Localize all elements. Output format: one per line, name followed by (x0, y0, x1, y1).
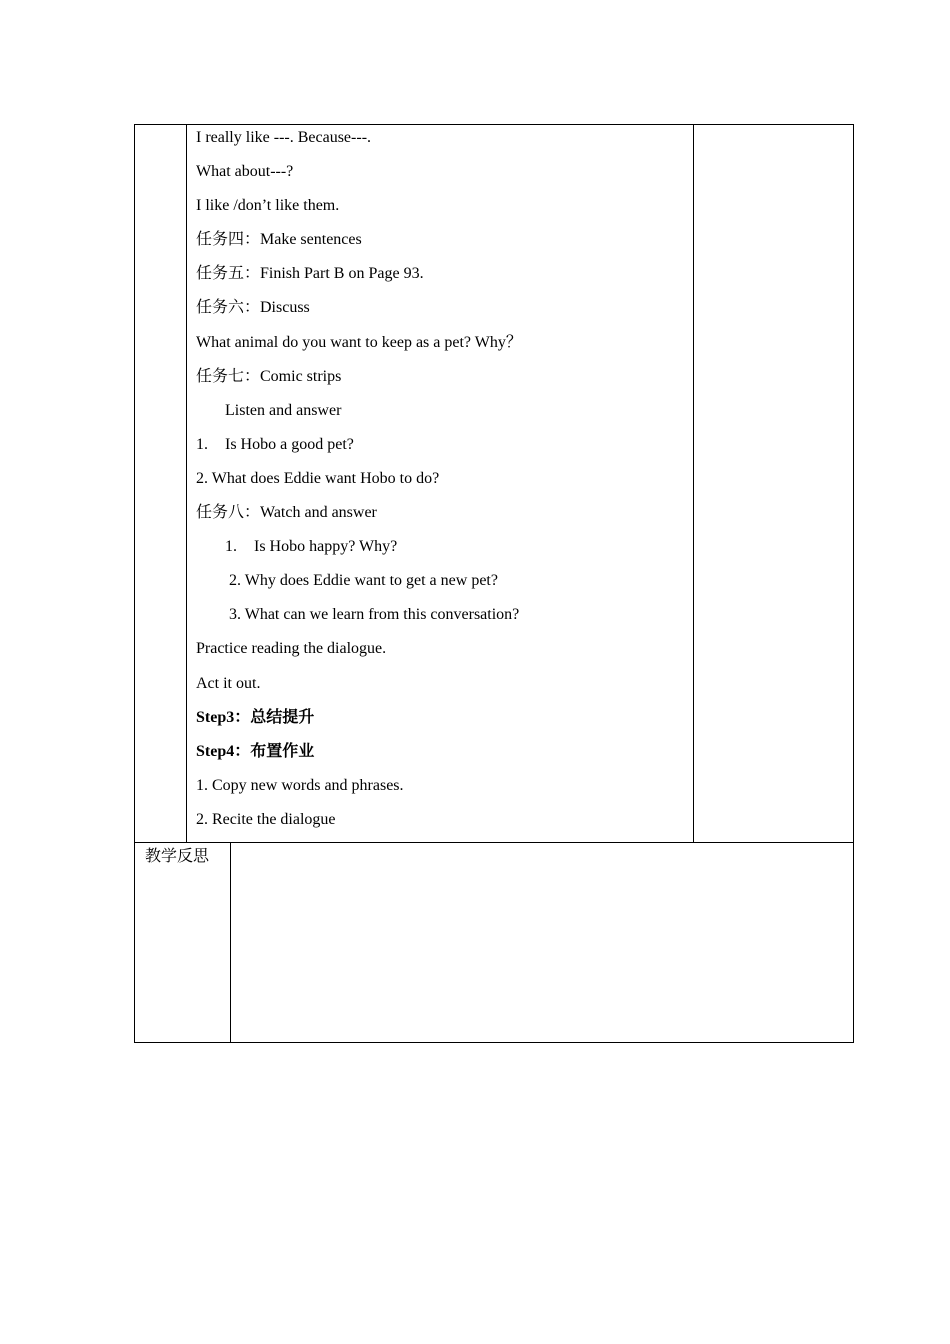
item-text: Is Hobo happy? Why? (254, 538, 398, 556)
column-divider (693, 124, 694, 843)
question-item: 2. What does Eddie want Hobo to do? (196, 469, 440, 487)
task-five-heading: 任务五：Finish Part B on Page 93. (196, 265, 424, 283)
column-divider (230, 842, 231, 1043)
lesson-line: I like /don’t like them. (196, 197, 340, 215)
homework-item: 2. Recite the dialogue (196, 810, 336, 828)
task-eight-heading: 任务八：Watch and answer (196, 504, 377, 522)
item-number: 1. (196, 435, 208, 453)
lesson-line: What animal do you want to keep as a pet? Why？ (196, 333, 522, 351)
homework-item: 1. Copy new words and phrases. (196, 776, 404, 794)
question-item: 2. Why does Eddie want to get a new pet? (229, 572, 498, 590)
lesson-steps (196, 126, 686, 842)
item-text: Is Hobo a good pet? (225, 435, 354, 453)
question-item (196, 433, 686, 467)
step-three-heading: Step3：总结提升 (196, 708, 315, 726)
task-four-heading: 任务四：Make sentences (196, 231, 362, 249)
step-four-heading: Step4：布置作业 (196, 742, 315, 760)
question-item: 3. What can we learn from this conversation? (229, 606, 520, 624)
lesson-line: I really like ---. Because---. (196, 129, 372, 146)
item-number: 1. (225, 538, 237, 556)
lesson-line: What about---? (196, 163, 294, 181)
question-item (196, 535, 686, 569)
task-six-heading: 任务六：Discuss (196, 299, 310, 317)
lesson-line: Practice reading the dialogue. (196, 640, 387, 658)
reflection-table (134, 842, 854, 1043)
task-seven-heading: 任务七：Comic strips (196, 367, 342, 385)
column-divider (186, 124, 187, 843)
lesson-line: Act it out. (196, 674, 261, 692)
lesson-line: Listen and answer (225, 401, 342, 419)
reflection-label: 教学反思 (145, 848, 210, 865)
